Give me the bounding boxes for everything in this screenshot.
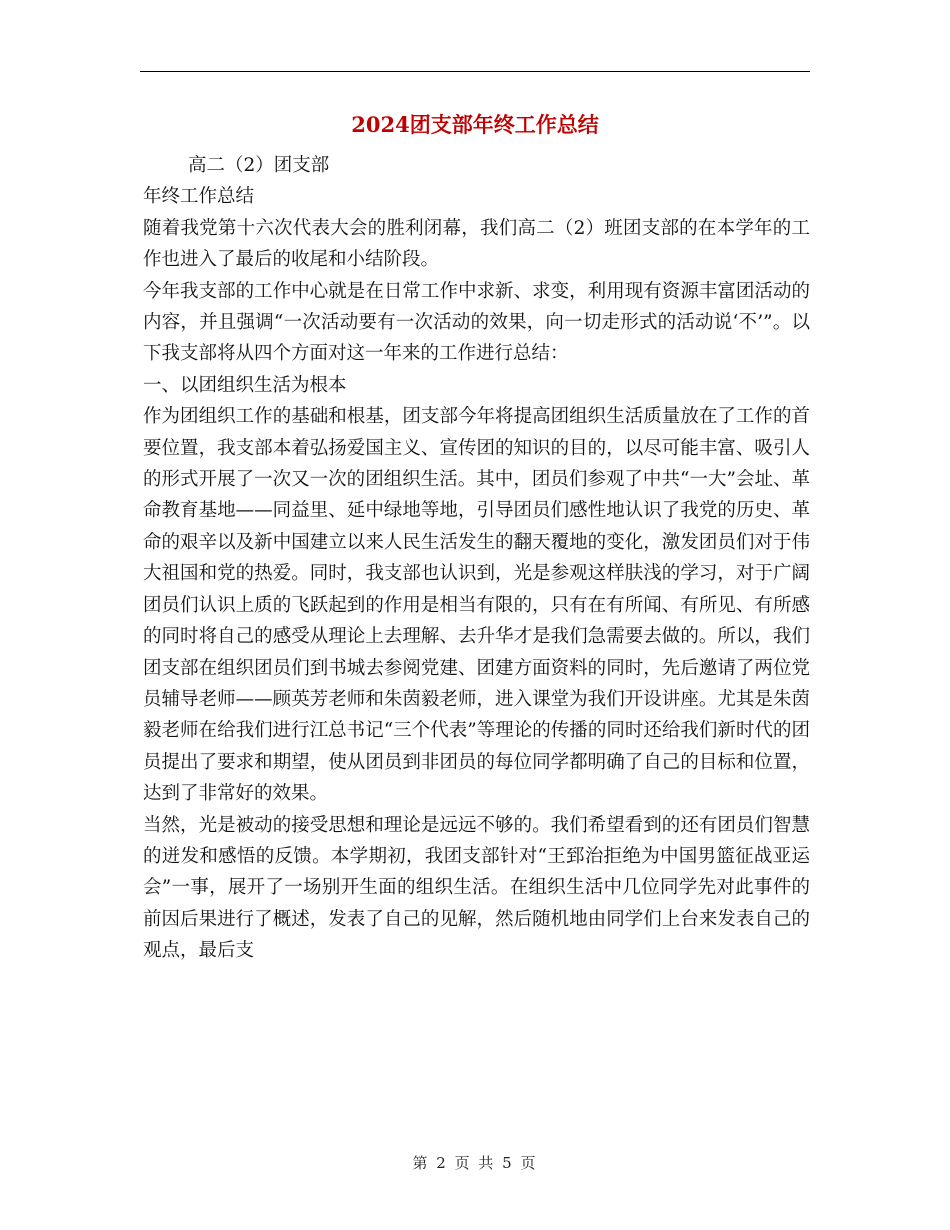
paragraph-section-1-cont: 当然，光是被动的接受思想和理论是远远不够的。我们希望看到的还有团员们智慧的迸发和感悟的反馈。本学期初，我团支部针对“王郅治拒绝为中国男篮征战亚运会”一事，展开了一场别开生面的组织生活。在组织生活中几位同学先对此事件的前因后果进行了概述，发表了自己的见解，然后随机地由同学们上台来发表自己的观点，最后支	[143, 814, 810, 962]
document-title: 2024团支部年终工作总结	[351, 112, 599, 137]
page-number: 第 2 页 共 5 页	[412, 1154, 538, 1172]
section-heading-1: 一、以团组织生活为根本	[143, 374, 347, 396]
paragraph-intro: 随着我党第十六次代表大会的胜利闭幕，我们高二（2）班团支部的在本学年的工作也进入了最后的收尾和小结阶段。	[143, 217, 810, 271]
paragraph-branch-name: 高二（2）团支部	[188, 155, 330, 176]
document-body	[143, 150, 810, 967]
paragraph-subtitle: 年终工作总结	[143, 186, 255, 208]
paragraph-focus: 今年我支部的工作中心就是在日常工作中求新、求变，利用现有资源丰富团活动的内容，并且强调“一次活动要有一次活动的效果，向一切走形式的活动说‘不’”。以下我支部将从四个方面对这一年来的工作进行总结：	[143, 280, 810, 365]
paragraph-section-1: 作为团组织工作的基础和根基，团支部今年将提高团组织生活质量放在了工作的首要位置，我支部本着弘扬爱国主义、宣传团的知识的目的，以尽可能丰富、吸引人的形式开展了一次又一次的团组织生活。其中，团员们参观了中共“一大”会址、革命教育基地——同益里、延中绿地等地，引导团员们感性地认识了我党的历史、革命的艰辛以及新中国建立以来人民生活发生的翻天覆地的变化，激发团员们对于伟大祖国和党的热爱。同时，我支部也认识到，光是参观这样肤浅的学习，对于广阔团员们认识上质的飞跃起到的作用是相当有限的，只有在有所闻、有所见、有所感的同时将自己的感受从理论上去理解、去升华才是我们急需要去做的。所以，我们团支部在组织团员们到书城去参阅党建、团建方面资料的同时，先后邀请了两位党员辅导老师——顾英芳老师和朱茵毅老师，进入课堂为我们开设讲座。尤其是朱茵毅老师在给我们进行江总书记“三个代表”等理论的传播的同时还给我们新时代的团员提出了要求和期望，使从团员到非团员的每位同学都明确了自己的目标和位置，达到了非常好的效果。	[143, 406, 810, 805]
header-rule	[140, 71, 810, 72]
